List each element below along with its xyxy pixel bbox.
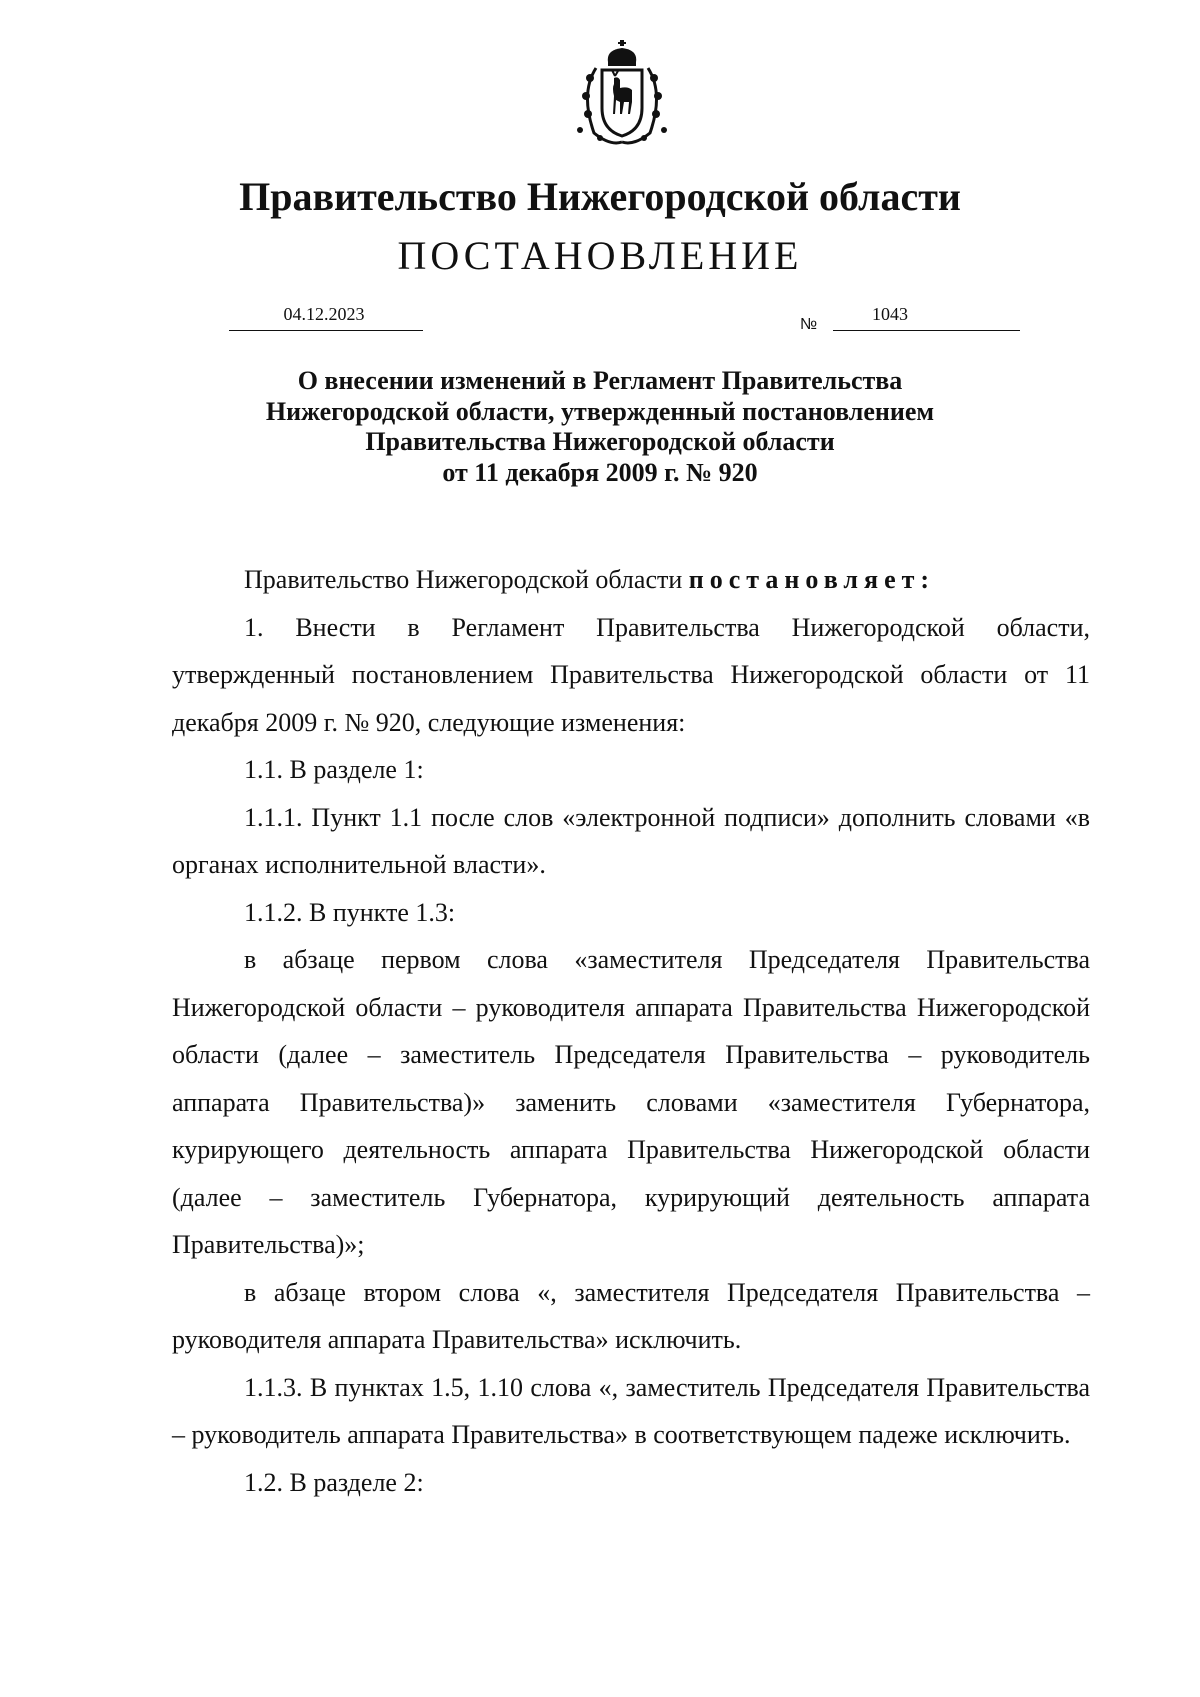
paragraph: 1.1.2. В пункте 1.3:	[244, 897, 456, 927]
paragraph: 1. Внести в Регламент Правительства Нижегородской области, утвержденный постановлением Правительства Нижегородской области от 11 декабря 2009 г. № 920, следующие изменения:	[172, 612, 1090, 737]
government-name: Правительство Нижегородской области	[239, 174, 961, 219]
decrees-word: постановляет:	[688, 565, 936, 594]
coat-of-arms-icon	[570, 38, 690, 150]
paragraph: в абзаце первом слова «заместителя Председателя Правительства Нижегородской области – руководителя аппарата Правительства Нижегородской области (далее – заместитель Председателя Правительства – руководитель аппарата Правительства)» заменить словами «заместителя Губернатора, курирующего деятельность аппарата Правительства Нижегородской области (далее – заместитель Губернатора, курирующий деятельность аппарата Правительства)»;	[172, 945, 1090, 1259]
subject-line: от 11 декабря 2009 г. № 920	[442, 457, 758, 487]
number-label: №	[800, 316, 818, 333]
preamble-paragraph	[172, 556, 1090, 604]
paragraph: 1.1.3. В пунктах 1.5, 1.10 слова «, заместитель Председателя Правительства – руководитель аппарата Правительства» в соответствующем падеже исключить.	[172, 1372, 1090, 1449]
document-type: ПОСТАНОВЛЕНИЕ	[397, 233, 803, 278]
document-number: 1043	[872, 304, 908, 324]
document-date: 04.12.2023	[283, 304, 365, 324]
paragraph: 1.2. В разделе 2:	[244, 1467, 424, 1497]
paragraph: 1.1. В разделе 1:	[244, 755, 424, 784]
document-body	[172, 556, 1090, 1506]
number-underline	[833, 330, 1020, 331]
preamble-text: Правительство Нижегородской области	[244, 565, 683, 594]
document-subject	[150, 366, 1050, 488]
subject-line: Нижегородской области, утвержденный постановлением	[265, 396, 935, 426]
subject-line: О внесении изменений в Регламент Правительства	[297, 366, 903, 395]
paragraph: 1.1.1. Пункт 1.1 после слов «электронной подписи» дополнить словами «в органах исполнительной власти».	[172, 802, 1090, 879]
subject-line: Правительства Нижегородской области	[365, 427, 835, 456]
date-underline	[229, 330, 423, 331]
paragraph: в абзаце втором слова «, заместителя Председателя Правительства – руководителя аппарата Правительства» исключить.	[172, 1277, 1090, 1354]
